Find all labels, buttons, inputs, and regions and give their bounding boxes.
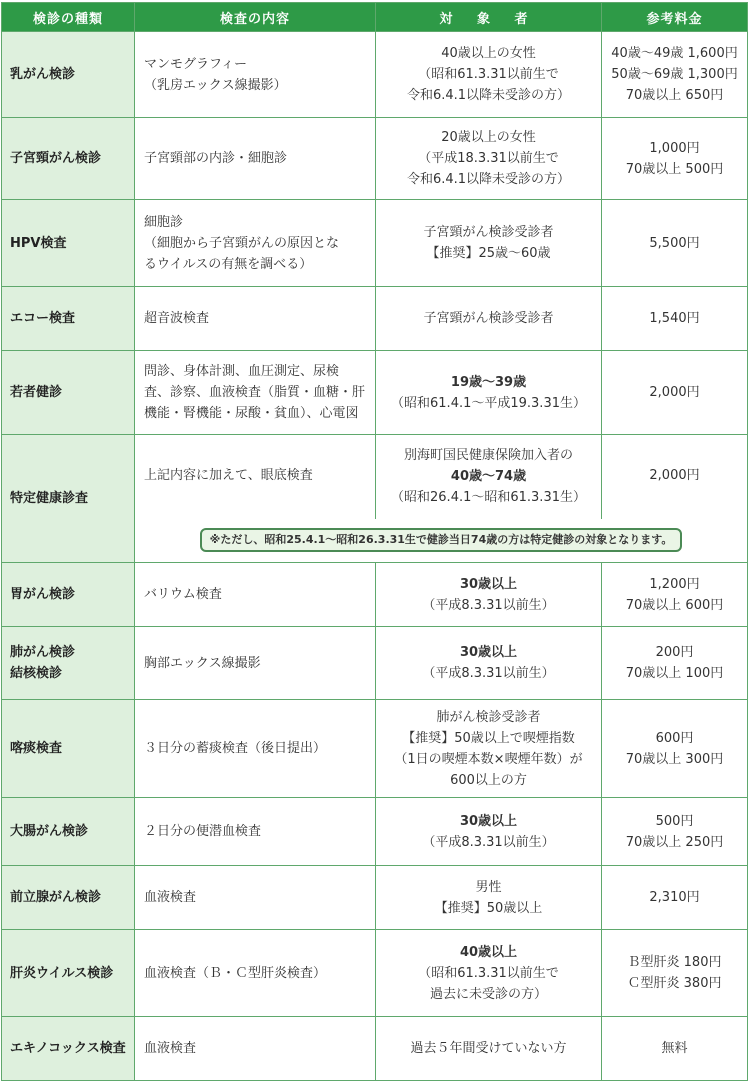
table-row	[2, 200, 748, 287]
exam-target-line: 40歳～74歳	[450, 469, 527, 484]
exam-content-line: 上記内容に加えて、眼底検査	[144, 468, 313, 483]
exam-content-cell	[135, 563, 376, 627]
exam-content-line: ３日分の蓄痰検査（後日提出）	[144, 741, 327, 756]
exam-name-line: 乳がん検診	[10, 67, 76, 82]
exam-content-cell	[135, 700, 376, 798]
table-row	[2, 118, 748, 200]
exam-fee-line: Ｃ型肝炎 380円	[627, 976, 722, 991]
exam-name-line: 若者健診	[10, 385, 63, 400]
exam-content-cell	[135, 351, 376, 435]
exam-target-cell	[376, 32, 602, 118]
exam-name-line: 肝炎ウイルス検診	[10, 965, 114, 981]
exam-target-line: 肺がん検診受診者	[436, 709, 541, 725]
exam-target-cell	[376, 700, 602, 798]
exam-content-line: （乳房エックス線撮影）	[144, 77, 287, 93]
note-cell	[135, 519, 748, 563]
exam-content-line: 問診、身体計測、血圧測定、尿検	[144, 364, 340, 379]
exam-fee-line: 70歳以上 300円	[625, 751, 724, 767]
exam-target-line: （昭和61.3.31以前生で	[418, 965, 559, 981]
exam-fee-line: 1,200円	[649, 576, 700, 592]
header-target: 対 象 者	[376, 3, 602, 32]
exam-target-cell	[376, 798, 602, 866]
exam-target-cell	[376, 930, 602, 1017]
exam-name-line: 胃がん検診	[10, 587, 76, 602]
exam-name-cell	[2, 798, 135, 866]
exam-fee-cell	[602, 866, 748, 930]
exam-target-line: 30歳以上	[459, 813, 518, 829]
table-row	[2, 287, 748, 351]
exam-fee-cell	[602, 563, 748, 627]
exam-target-line: （昭和61.4.1～平成19.3.31生）	[391, 395, 586, 411]
exam-fee-line: 600円	[655, 730, 694, 746]
exam-target-cell	[376, 563, 602, 627]
exam-target-cell	[376, 287, 602, 351]
exam-target-line: 男性	[475, 879, 502, 895]
exam-content-cell	[135, 1017, 376, 1081]
exam-fee-line: 70歳以上 100円	[625, 666, 724, 681]
exam-fee-cell	[602, 118, 748, 200]
exam-name-line: 特定健康診査	[10, 491, 89, 506]
exam-name-line: HPV検査	[10, 235, 67, 251]
exam-target-line: 19歳～39歳	[450, 374, 527, 390]
exam-fee-cell	[602, 627, 748, 700]
exam-target-line: 過去に未受診の方）	[429, 986, 547, 1002]
exam-target-line: （1日の喫煙本数×喫煙年数）が	[394, 751, 583, 767]
exam-target-line: 40歳以上の女性	[441, 46, 536, 61]
exam-fee-line: Ｂ型肝炎 180円	[627, 955, 722, 970]
exam-content-line: マンモグラフィー	[144, 56, 247, 72]
exam-target-line: 令和6.4.1以降未受診の方）	[406, 172, 571, 187]
exam-name-cell	[2, 118, 135, 200]
exam-fee-line: 70歳以上 650円	[625, 88, 724, 103]
exam-name-line: エキノコックス検査	[10, 1041, 126, 1056]
exam-fee-line: 2,310円	[649, 890, 700, 905]
exam-target-line: 30歳以上	[459, 645, 518, 660]
table-row	[2, 700, 748, 798]
exam-name-line: エコー検査	[10, 311, 76, 326]
table-row	[2, 627, 748, 700]
exam-content-cell	[135, 32, 376, 118]
exam-name-line: 前立腺がん検診	[10, 890, 102, 905]
exam-name-line: 結核検診	[10, 666, 63, 681]
exam-fee-cell	[602, 1017, 748, 1081]
header-fee: 参考料金	[602, 3, 748, 32]
exam-target-cell	[376, 627, 602, 700]
exam-fee-cell	[602, 700, 748, 798]
exam-content-cell	[135, 798, 376, 866]
exam-target-cell	[376, 351, 602, 435]
exam-content-cell	[135, 200, 376, 287]
exam-name-cell	[2, 287, 135, 351]
exam-target-line: （平成18.3.31以前生で	[418, 151, 559, 166]
exam-content-line: 子宮頸部の内診・細胞診	[144, 151, 288, 166]
table-body	[2, 32, 748, 1081]
exam-fee-line: 2,000円	[649, 385, 700, 400]
exam-content-line: 機能・腎機能・尿酸・貧血）、心電図	[144, 406, 359, 421]
exam-target-line: 600以上の方	[450, 772, 527, 788]
exam-fee-line: 50歳～69歳 1,300円	[611, 67, 738, 82]
exam-fee-cell	[602, 798, 748, 866]
exam-fee-line: 2,000円	[649, 468, 700, 483]
exam-name-cell	[2, 1017, 135, 1081]
exam-target-line: （平成8.3.31以前生）	[422, 834, 555, 850]
exam-fee-cell	[602, 32, 748, 118]
table-row	[2, 435, 748, 519]
exam-name-cell	[2, 866, 135, 930]
exam-content-line: 胸部エックス線撮影	[144, 655, 261, 671]
table-row	[2, 563, 748, 627]
exam-content-line: （細胞から子宮頸がんの原因とな	[144, 235, 340, 251]
exam-fee-cell	[602, 200, 748, 287]
exam-content-line: 細胞診	[144, 214, 184, 230]
exam-content-cell	[135, 287, 376, 351]
exam-fee-line: 1,540円	[649, 311, 700, 326]
exam-fee-cell	[602, 287, 748, 351]
exam-content-cell	[135, 930, 376, 1017]
exam-fee-cell	[602, 351, 748, 435]
table-row	[2, 866, 748, 930]
exam-fee-line: 40歳～49歳 1,600円	[611, 46, 738, 61]
exam-content-line: バリウム検査	[144, 587, 222, 602]
exam-content-line: 査、診察、血液検査（脂質・血糖・肝	[144, 385, 366, 400]
table-row	[2, 351, 748, 435]
header-type: 検診の種類	[2, 3, 135, 32]
exam-name-cell	[2, 627, 135, 700]
exam-fee-cell	[602, 435, 748, 519]
exam-name-cell	[2, 351, 135, 435]
exam-name-line: 大腸がん検診	[10, 824, 89, 839]
exam-content-cell	[135, 118, 376, 200]
exam-target-line: 令和6.4.1以降未受診の方）	[406, 88, 571, 103]
exam-name-cell	[2, 563, 135, 627]
exam-content-line: 血液検査（Ｂ・Ｃ型肝炎検査）	[144, 965, 327, 981]
exam-target-line: 【推奨】50歳以上	[434, 900, 543, 916]
exam-content-line: 超音波検査	[144, 311, 210, 326]
exam-fee-line: 70歳以上 500円	[625, 161, 724, 177]
table-row	[2, 798, 748, 866]
header-content: 検査の内容	[135, 3, 376, 32]
exam-content-line: るウイルスの有無を調べる）	[144, 256, 313, 272]
exam-fee-line: 無料	[661, 1041, 688, 1056]
exam-content-cell	[135, 435, 376, 519]
exam-fee-line: 500円	[655, 813, 694, 829]
exam-target-line: （平成8.3.31以前生）	[422, 597, 555, 613]
header-row	[2, 3, 748, 32]
exam-target-line: 40歳以上	[459, 944, 518, 960]
table-row	[2, 930, 748, 1017]
exam-target-line: （昭和61.3.31以前生で	[418, 67, 559, 82]
exam-fee-line: 200円	[655, 645, 694, 660]
exam-name-line: 子宮頸がん検診	[10, 151, 102, 166]
exam-content-line: 血液検査	[144, 1041, 197, 1056]
exam-target-cell	[376, 866, 602, 930]
exam-target-line: （平成8.3.31以前生）	[422, 666, 555, 681]
exam-content-line: ２日分の便潜血検査	[144, 824, 262, 839]
exam-content-cell	[135, 866, 376, 930]
exam-name-cell	[2, 930, 135, 1017]
exam-table	[1, 2, 748, 1081]
exam-fee-line: 70歳以上 250円	[625, 834, 724, 850]
exam-target-cell	[376, 200, 602, 287]
exam-name-line: 喀痰検査	[10, 741, 63, 756]
exam-target-line: 20歳以上の女性	[441, 130, 536, 145]
exam-name-cell	[2, 435, 135, 563]
exam-name-cell	[2, 200, 135, 287]
exam-target-line: 子宮頸がん検診受診者	[423, 311, 554, 326]
exam-target-line: 【推奨】25歳～60歳	[426, 246, 551, 261]
exam-target-cell	[376, 1017, 602, 1081]
exam-fee-line: 1,000円	[649, 140, 700, 156]
exam-content-line: 血液検査	[144, 890, 197, 905]
exam-fee-cell	[602, 930, 748, 1017]
table-row	[2, 1017, 748, 1081]
exam-name-line: 肺がん検診	[10, 645, 76, 660]
exam-fee-line: 70歳以上 600円	[625, 597, 724, 613]
exam-target-line: 過去５年間受けていない方	[410, 1041, 567, 1056]
exam-name-cell	[2, 700, 135, 798]
exam-target-line: 【推奨】50歳以上で喫煙指数	[402, 730, 575, 746]
exam-target-cell	[376, 435, 602, 519]
exam-target-line: 別海町国民健康保険加入者の	[403, 448, 573, 463]
exam-target-line: 子宮頸がん検診受診者	[423, 225, 554, 240]
exam-target-line: （昭和26.4.1～昭和61.3.31生）	[391, 490, 586, 505]
exam-target-cell	[376, 118, 602, 200]
table-row	[2, 32, 748, 118]
exam-target-line: 30歳以上	[459, 576, 518, 592]
exam-name-cell	[2, 32, 135, 118]
exam-content-cell	[135, 627, 376, 700]
exam-fee-line: 5,500円	[649, 235, 700, 251]
note-box: ※ただし、昭和25.4.1～昭和26.3.31生で健診当日74歳の方は特定健診の対象となります。	[200, 528, 683, 552]
